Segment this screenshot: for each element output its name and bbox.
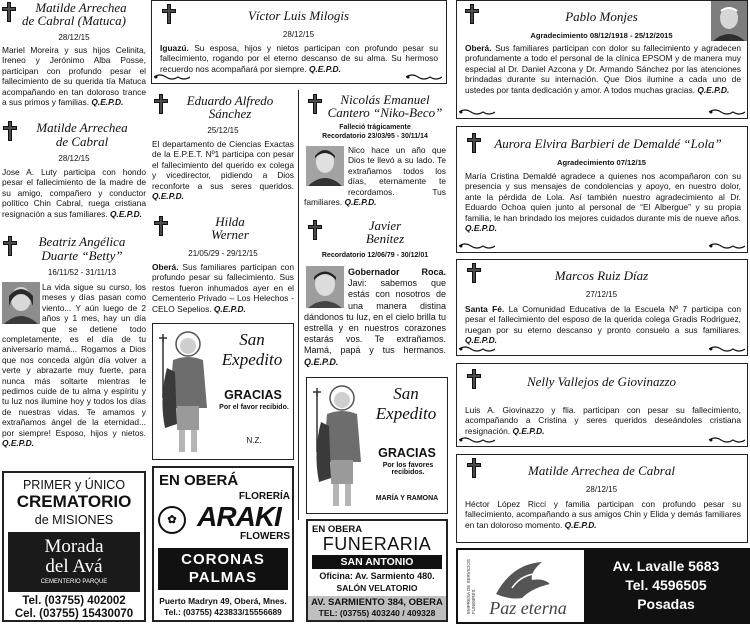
obituary-box bbox=[456, 363, 748, 447]
ornament-icon bbox=[459, 345, 495, 353]
thanks-heading: GRACIAS bbox=[224, 388, 282, 402]
obituary-date: Recordatorio 23/03/95 - 30/11/14 bbox=[322, 133, 428, 140]
obituary-box bbox=[456, 126, 748, 253]
ad-logo-sub: CEMENTERIO PARQUE bbox=[40, 579, 108, 585]
floreria-araki-ad[interactable] bbox=[152, 466, 294, 622]
obituary-box bbox=[151, 0, 447, 84]
obituary-sub: Falleció trágicamente bbox=[339, 124, 411, 131]
ad-logo-text: del Avá bbox=[45, 556, 103, 577]
cross-icon bbox=[308, 94, 322, 114]
obituary-name: Aurora Elvira Barbieri de Demaldé “Lola” bbox=[494, 136, 722, 151]
saint-expedito-icon bbox=[309, 382, 375, 510]
ad-phone: Tel.: (03755) 423833/15556689 bbox=[164, 607, 282, 617]
ad-banner-text: PALMAS bbox=[188, 569, 258, 586]
cross-icon bbox=[308, 220, 322, 240]
ornament-icon bbox=[459, 436, 495, 444]
ornament-icon bbox=[406, 73, 442, 81]
obituary-name: de Cabral bbox=[55, 134, 109, 149]
obituary-name: Matilde Arrechea de Cabral bbox=[528, 463, 675, 478]
obituary-date: 16/11/52 - 31/11/13 bbox=[47, 268, 117, 277]
ad-curve-text: EMPRESA DE SERVICIOS FUNEBRES bbox=[466, 559, 476, 614]
saint-title: Expedito bbox=[221, 350, 283, 369]
column-divider bbox=[298, 90, 299, 520]
obituary-body: Santa Fé. La Comunidad Educativa de la Escuela Nº 7 participa con pesar el fallecimiento del esposo de la querida colega Gradis Rodriguez, ruegan por su eterno descanso y pronto consuelo a sus familiares. Q.E.P.D. bbox=[465, 304, 742, 346]
ornament-icon bbox=[709, 108, 745, 116]
ad-address: AV. SARMIENTO 384, OBERA bbox=[311, 597, 443, 608]
obituary-body: Nico hace un año que Dios te llevó a su lado. Te extrañamos todos los días, eternamente te recordamos. Tus familiares. Q.E.P.D. bbox=[304, 145, 446, 208]
obituary-name: Eduardo Alfredo bbox=[186, 93, 274, 108]
obituary-body: El departamento de Ciencias Exactas de la E.P.E.T. Nº1 participa con pesar el fallecimiento del querido ex colega y vicedirector, pidiendo a Dios reconforte a sus seres queridos. Q.E.P.D. bbox=[152, 139, 294, 202]
obituary-date: 28/12/15 bbox=[282, 30, 315, 39]
obituary-body: Iguazú. Su esposa, hijos y nietos participan con profundo pesar su fallecimiento, rogando por el eterno descanso de su alma. Su hermoso recuerdo nos acompañará por siempre. Q.E.P.D. bbox=[160, 43, 439, 74]
obituary-date: 28/12/15 bbox=[58, 154, 90, 163]
obituary-name: Beatriz Angélica bbox=[38, 234, 126, 249]
ad-headline: FLORERÍA bbox=[238, 491, 290, 502]
obituary-date: Recordatorio 12/06/79 - 30/12/01 bbox=[321, 252, 429, 259]
paz-eterna-ad[interactable] bbox=[456, 548, 750, 624]
thanks-sign: N.Z. bbox=[246, 436, 262, 445]
obituary-name: Sánchez bbox=[208, 106, 252, 121]
obituary-name: Marcos Ruiz Díaz bbox=[554, 268, 649, 283]
cross-icon bbox=[3, 236, 17, 256]
obituary-body: Luis A. Giovinazzo y flia. participan con pesar su fallecimiento, acompañando a Cristina y seres queridos deseándoles cristiana resignación. Q.E.P.D. bbox=[465, 405, 741, 436]
obituary-name: Duarte “Betty” bbox=[41, 248, 123, 263]
ad-phone: TEL: (03755) 403240 / 409328 bbox=[318, 608, 436, 618]
ad-logo-box bbox=[8, 532, 140, 592]
obituary-name: Matilde Arrechea bbox=[36, 120, 128, 135]
ad-address: Av. Lavalle 5683 bbox=[612, 558, 720, 574]
thanks-sign: MARÍA Y RAMONA bbox=[375, 495, 439, 502]
ad-brand: FUNERARIA bbox=[322, 534, 432, 554]
obituary-box bbox=[456, 0, 748, 119]
saint-thanks-box bbox=[306, 377, 448, 514]
ad-address: SALÓN VELATORIO bbox=[336, 583, 418, 593]
ad-banner bbox=[308, 596, 446, 620]
ad-banner bbox=[584, 550, 748, 622]
obituary-name: Javier bbox=[368, 218, 402, 233]
obituary-name: Pablo Monjes bbox=[565, 9, 638, 24]
ad-brand-sub: FLOWERS bbox=[240, 531, 290, 542]
ad-headline: PRIMER y ÚNICO bbox=[22, 478, 126, 492]
obituary-body: Gobernador Roca. Javi: sabemos que estás con nosotros de una manera distina dándonos tu luz, en el cielo brilla tu estrella y en nuestros corazones estarás vos. Te extrañamos. Mamá, papá y tus hermanos. Q.E.P.D. bbox=[304, 267, 446, 367]
saint-title: San bbox=[393, 384, 419, 403]
ad-address: Oficina: Av. Sarmiento 480. bbox=[319, 571, 435, 581]
ad-headline: EN OBERA bbox=[312, 524, 363, 535]
obituary-date: 21/05/29 - 29/12/15 bbox=[188, 249, 258, 258]
ad-banner bbox=[158, 548, 288, 590]
paz-eterna-logo bbox=[458, 550, 584, 622]
ad-headline: de MISIONES bbox=[34, 513, 114, 527]
obituary-body: La vida sigue su curso, los meses y días pasan como viento... Y aún luego de 2 años y 1 mes, hay un día que se detiene todo completamente, es el día de tu aniversario mamá... Rogamos a Dios que nos conceda algún día volver a verte y abrazarte muy fuerte, para nunca más soltarte mientras le pedimos cuide de tu alma y espíritu y tu luz nos ilumine hoy y todos los días de nuestras vidas. Te amamos y extrañamos ángel de la eternidad... por siempre! Esposo, hijos y nietos. Q.E.P.D. bbox=[2, 282, 146, 449]
column-middle bbox=[148, 0, 450, 624]
obituary-name: Matilde Arrechea bbox=[35, 0, 127, 15]
ornament-icon bbox=[709, 242, 745, 250]
ornament-icon bbox=[459, 242, 495, 250]
ad-address: Puerto Madryn 49, Oberá, Mnes. bbox=[159, 596, 287, 606]
ad-brand: Paz eterna bbox=[489, 598, 567, 618]
ad-phone: Cel. (03755) 15430070 bbox=[14, 608, 134, 620]
obituary-body: Héctor López Ricci y familia participan con profundo pesar su fallecimiento, acompañando a sus amigos Chin y Elida y demás familiares en tan doloroso momento. Q.E.P.D. bbox=[465, 499, 741, 530]
column-left bbox=[0, 0, 148, 624]
funeraria-san-antonio-ad[interactable] bbox=[306, 519, 448, 622]
obituary-date: 28/12/15 bbox=[58, 33, 90, 42]
saint-title: Expedito bbox=[375, 404, 437, 423]
ornament-icon bbox=[459, 108, 495, 116]
obituary-box bbox=[456, 259, 748, 356]
saint-thanks-box bbox=[152, 323, 294, 460]
obituary-name: de Cabral (Matuca) bbox=[22, 13, 126, 28]
thanks-sub: Por los favores recibidos. bbox=[382, 462, 434, 476]
ornament-icon bbox=[709, 345, 745, 353]
obituary-name: Nicolás Emanuel bbox=[340, 92, 430, 107]
ad-brand: ARAKI bbox=[197, 501, 281, 532]
obituary-name: Víctor Luis Milogis bbox=[247, 8, 350, 23]
ad-headline: CREMATORIO bbox=[16, 492, 132, 511]
saint-title: San bbox=[239, 330, 265, 349]
cross-icon bbox=[3, 121, 17, 141]
ad-city: Posadas bbox=[637, 596, 695, 612]
obituary-name: Hilda bbox=[215, 214, 245, 229]
ornament-icon bbox=[709, 436, 745, 444]
obituary-date: Agradecimiento 07/12/15 bbox=[556, 158, 647, 167]
araki-logo-icon: ✿ bbox=[158, 506, 186, 534]
obituary-date: 27/12/15 bbox=[585, 290, 618, 299]
thanks-heading: GRACIAS bbox=[378, 446, 436, 460]
ad-brand-sub: SAN ANTONIO bbox=[312, 555, 442, 569]
obituary-box bbox=[456, 454, 748, 543]
crematorio-ad[interactable] bbox=[2, 471, 146, 622]
obituary-date: 28/12/15 bbox=[585, 485, 618, 494]
thanks-sub: Por el favor recibido. bbox=[219, 404, 289, 411]
column-right bbox=[452, 0, 750, 624]
obituary-body: Mariel Moreira y sus hijos Celinita, Ireneo y Jerónimo Alba Posse, participan con profundo pesar el fallecimiento de su querida tía Matuca acompañando en tan doloroso trance a sus primos y familias. Q.E.P.D. bbox=[2, 45, 146, 108]
obituary-body: Oberá. Sus familiares participan con profundo pesar su fallecimiento. Sus restos fueron inhumados ayer en el Cementerio Privado – Los Helechos - CELO Sepelios. Q.E.P.D. bbox=[152, 262, 294, 314]
ad-logo-text: Morada bbox=[44, 536, 104, 557]
ad-banner-text: CORONAS bbox=[181, 551, 265, 568]
obituary-name: Nelly Vallejos de Giovinazzo bbox=[526, 374, 677, 389]
obituary-name: Werner bbox=[211, 227, 249, 242]
obituary-date: Agradecimiento 08/12/1918 - 25/12/2015 bbox=[530, 31, 673, 40]
obituary-body: Oberá. Sus familiares participan con dolor su fallecimiento y agradecen profundamente a todo el personal de la clínica EPSOM y de manera muy especial al Dr. Daniel Azcona y Dr. Armando Sánchez por las atenciones brindadas durante su internación. Que Dios ilumine a cada uno de ustedes por tanta dedicación y amor. A todos muchas gracias. Q.E.P.D. bbox=[465, 43, 742, 95]
obituary-body: Jose A. Luty participa con hondo pesar el fallecimiento de la madre de su amigo, compañero y conductor político Chin Cabral, ruega cristiana resignación a sus familiares. Q.E.P.D. bbox=[2, 167, 146, 219]
obituary-name: Cantero “Niko-Beco” bbox=[327, 105, 443, 120]
saint-expedito-icon bbox=[155, 328, 221, 456]
obituary-body: María Cristina Demaldé agradece a quienes nos acompañaron con su presencia y sus mensajes de condolencias y apoyo, en nuestro dolor, ante la pérdida de Lola. Así también nuestro agradecimiento al Dr. Eduardo Ochoa quien junto al personal de “El Albergue” y su propia familia, le han brindado los mejores cuidados durante mis de nueve años. Q.E.P.D. bbox=[465, 171, 741, 234]
obituary-date: 25/12/15 bbox=[207, 126, 239, 135]
ad-phone: Tel. (03755) 402002 bbox=[22, 595, 126, 607]
dove-icon bbox=[492, 558, 552, 602]
ad-headline: EN OBERÁ bbox=[159, 472, 239, 489]
ornament-icon bbox=[154, 73, 190, 81]
ad-phone: Tel. 4596505 bbox=[625, 577, 707, 593]
obituary-name: Benitez bbox=[365, 231, 405, 246]
